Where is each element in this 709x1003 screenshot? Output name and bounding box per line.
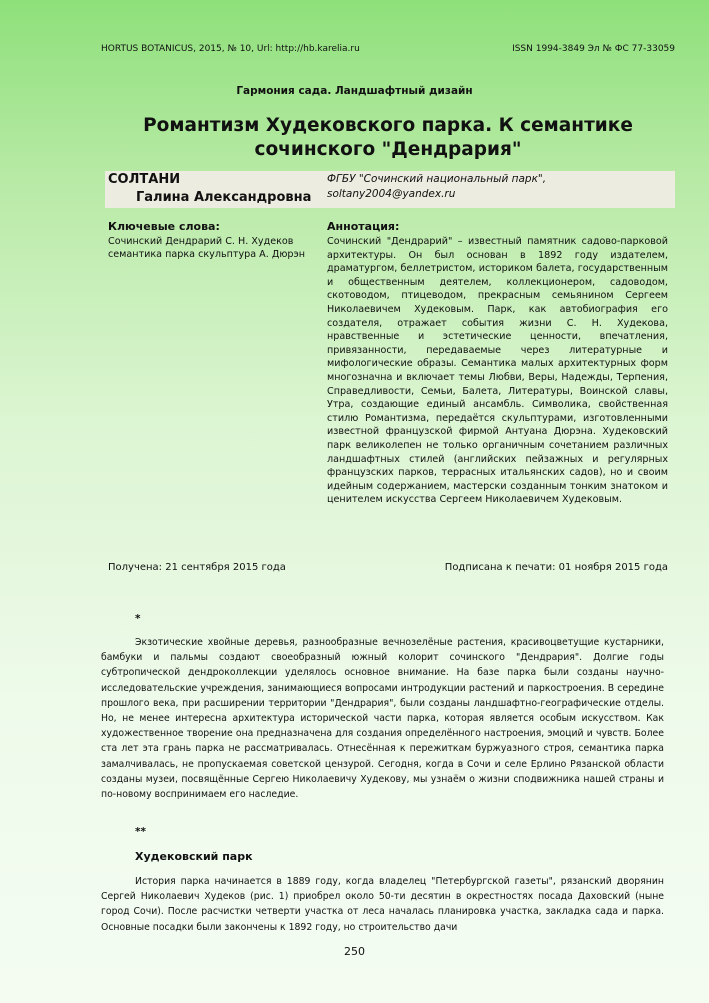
body-paragraph: Экзотические хвойные деревья, разнообразные вечнозелёные растения, красивоцветущие кустарники, бамбуки и пальмы создают своеобразный южный колорит сочинского "Дендрария". Долгие годы субтропической дендроколлекции уделялось основное внимание. На базе парка были созданы научно-исследовательские учреждения, занимающиеся вопросами интродукции растений и паркостроения. В середине прошлого века, при расширении территории "Дендрария", были созданы ландшафтно-географические отделы. Но, не менее интересна архитектура исторической части парка, которая является особым искусством. Как художественное творение она предназначена для создания определённого настроения, эмоций и чувств. Более ста лет эта грань парка не рассматривалась. Отнесённая к пережиткам буржуазного строя, семантика парка замалчивалась, не пропускаемая советской цензурой. Сегодня, когда в Сочи и селе Ерлино Рязанской области созданы музеи, посвящённые Сергею Николаевичу Худекову, мы узнаём о жизни сподвижника нашей страны и по-новому воспринимаем его наследие. bbox=[101, 637, 664, 801]
author-last-name: СОЛТАНИ bbox=[108, 172, 181, 187]
issn-header: ISSN 1994-3849 Эл № ФС 77-33059 bbox=[512, 44, 675, 54]
body-paragraph: История парка начинается в 1889 году, когда владелец "Петербургской газеты", рязанский дворянин Сергей Николаевич Худеков (рис. 1) приобрел около 50-ти десятин в окрестностях посада Даховский (ныне город Сочи). После расчистки четверти участка от леса началась планировка участка, закладка сада и парка. Основные посадки были закончены к 1892 году, но строительство дачи bbox=[101, 876, 664, 933]
author-box bbox=[105, 171, 675, 208]
article-title: Романтизм Худековского парка. К семантике сочинского "Дендрария" bbox=[143, 115, 633, 160]
keywords-heading: Ключевые слова: bbox=[108, 220, 220, 233]
affiliation-text: ФГБУ "Сочинский национальный парк", bbox=[327, 173, 547, 185]
page-number: 250 bbox=[344, 945, 365, 958]
section-subheading: Худековский парк bbox=[135, 850, 253, 863]
abstract-text: Сочинский "Дендрарий" – известный памятник садово-парковой архитектуры. Он был основан в 1892 году издателем, драматургом, беллетристом, историком балета, государственным и общественным деятелем, коллекционером, садоводом, скотоводом, птицеводом, прекрасным семьянином Сергеем Николаевичем Худековым. Парк, как автобиография его создателя, отражает события жизни С. Н. Худекова, нравственные и эстетические ценности, впечатления, привязанности, передаваемые через литературные и мифологические образы. Семантика малых архитектурных форм многозначна и включает темы Любви, Веры, Надежды, Терпения, Справедливости, Семьи, Балета, Литературы, Воинской славы, Утра, создающие единый ансамбль. Символика, свойственная стилю Романтизма, передаётся скульптурами, изготовленными известной французской фирмой Антуана Дюрэна. Худековский парк великолепен не только органичным сочетанием различных ландшафтных стилей (английских пейзажных и регулярных французских парков, террасных итальянских садов), но и своим идейным содержанием, мастерски созданным тонким знатоком и ценителем искусства Сергеем Николаевичем Худековым. bbox=[327, 236, 668, 506]
author-first-names: Галина Александровна bbox=[136, 190, 312, 205]
author-affiliation bbox=[327, 172, 546, 202]
keywords-text: Сочинский Дендрарий С. Н. Худеков семантика парка скульптура А. Дюрэн bbox=[108, 236, 306, 261]
section-separator: * bbox=[135, 613, 141, 625]
section-title: Гармония сада. Ландшафтный дизайн bbox=[236, 85, 473, 97]
received-date: Получена: 21 сентября 2015 года bbox=[108, 562, 286, 573]
journal-header: HORTUS BOTANICUS, 2015, № 10, Url: http://hb.karelia.ru bbox=[101, 44, 360, 54]
section-separator: ** bbox=[135, 826, 146, 838]
author-email: soltany2004@yandex.ru bbox=[327, 188, 456, 200]
signed-date: Подписана к печати: 01 ноября 2015 года bbox=[444, 562, 668, 573]
abstract-heading: Аннотация: bbox=[327, 220, 400, 233]
